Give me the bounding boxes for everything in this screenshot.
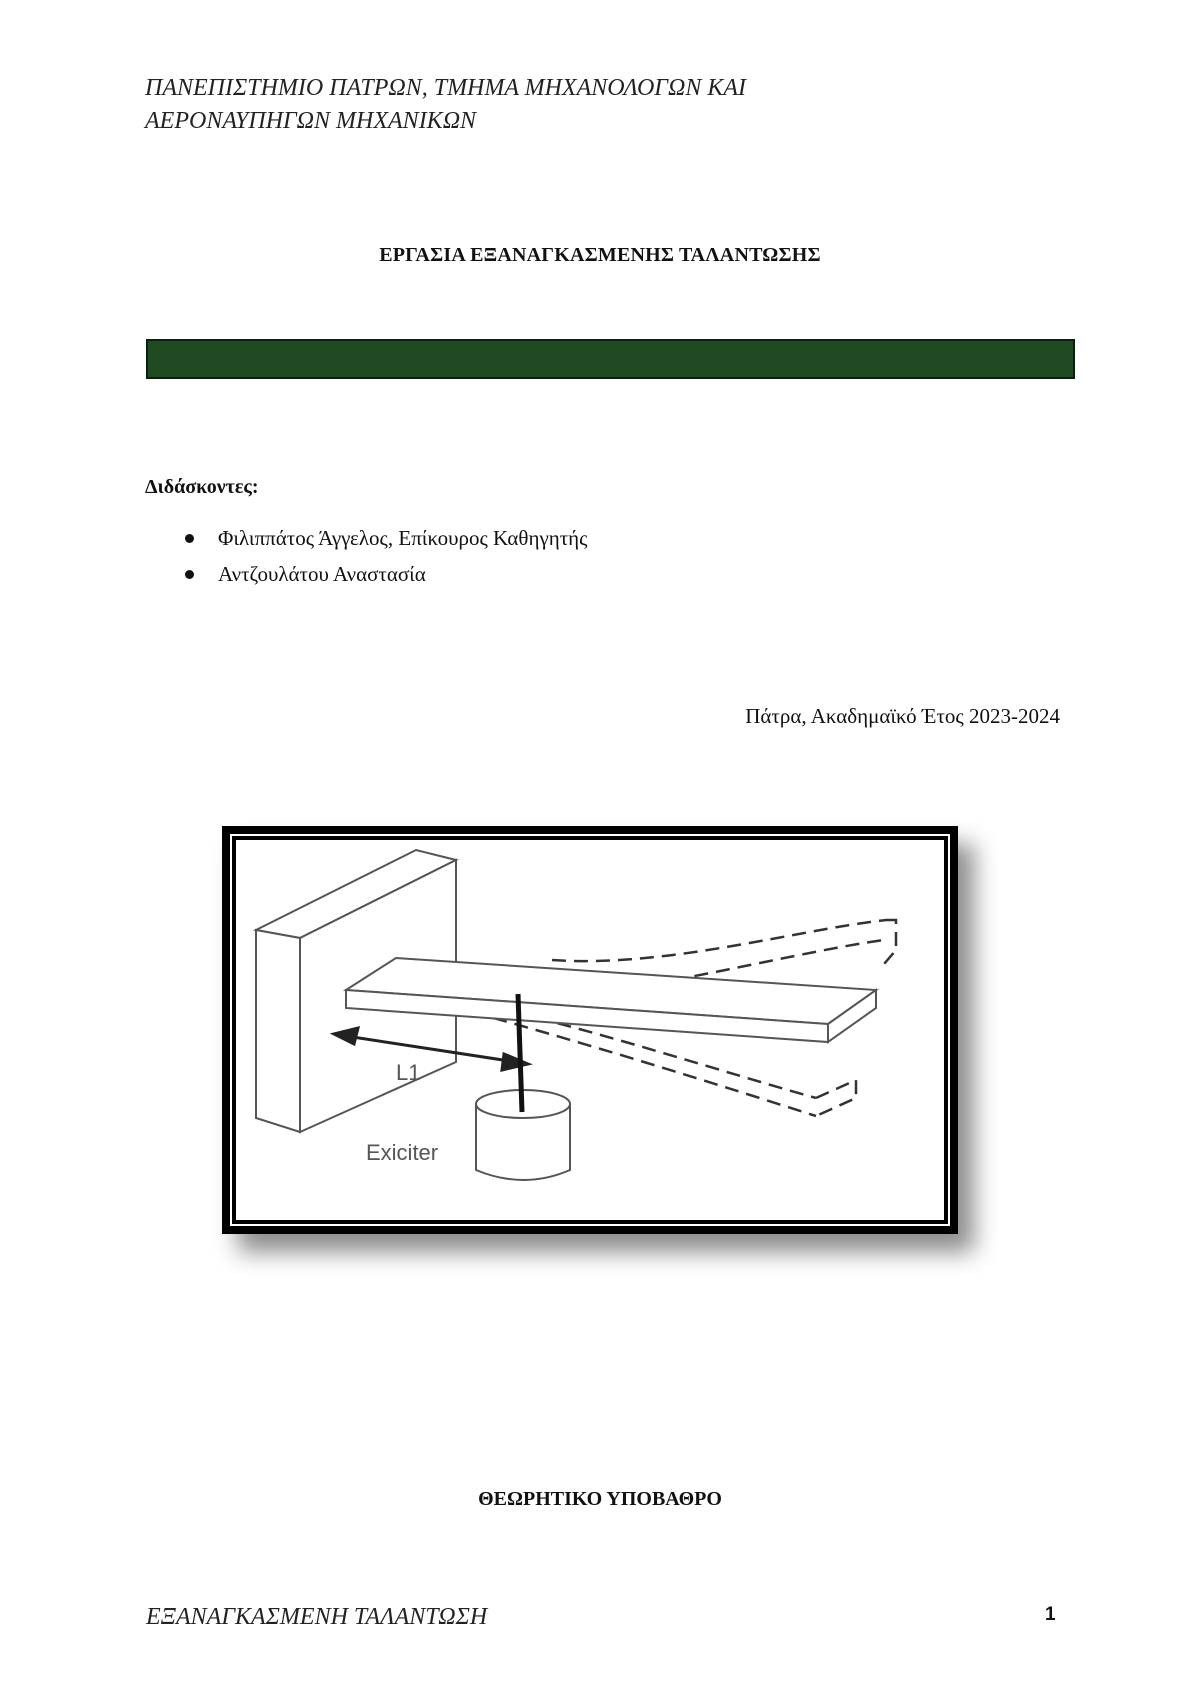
header-line-1: ΠΑΝΕΠΙΣΤΗΜΙΟ ΠΑΤΡΩΝ, ΤΜΗΜΑ ΜΗΧΑΝΟΛΟΓΩΝ ΚΑΙ xyxy=(145,75,746,101)
bullet-icon xyxy=(185,534,194,543)
figure-frame xyxy=(222,826,958,1234)
instructor-name: Φιλιππάτος Άγγελος, Επίκουρος Καθηγητής xyxy=(218,526,588,550)
page-number: 1 xyxy=(1045,1604,1056,1625)
instructors-label: Διδάσκοντες: xyxy=(145,476,259,498)
section-title: ΘΕΩΡΗΤΙΚΟ ΥΠΟΒΑΘΡΟ xyxy=(478,1488,722,1510)
length-label: L1 xyxy=(396,1060,421,1085)
instructors-list xyxy=(145,524,587,596)
header-line-2: ΑΕΡΟΝΑΥΠΗΓΩΝ ΜΗΧΑΝΙΚΩΝ xyxy=(145,108,477,134)
exciter-label: Exiciter xyxy=(366,1140,439,1165)
instructor-name: Αντζουλάτου Αναστασία xyxy=(218,562,426,586)
document-title: ΕΡΓΑΣΙΑ ΕΞΑΝΑΓΚΑΣΜΕΝΗΣ ΤΑΛΑΝΤΩΣΗΣ xyxy=(379,244,821,266)
list-item xyxy=(145,524,587,560)
beam-diagram xyxy=(236,840,936,1212)
footer-title: ΕΞΑΝΑΓΚΑΣΜΕΝΗ ΤΑΛΑΝΤΩΣΗ xyxy=(146,1604,488,1630)
green-divider-bar xyxy=(146,339,1075,379)
cantilever-beam-figure xyxy=(236,840,944,1220)
list-item xyxy=(145,560,587,596)
place-date: Πάτρα, Ακαδημαϊκό Έτος 2023-2024 xyxy=(745,704,1060,728)
bullet-icon xyxy=(185,570,194,579)
document-header xyxy=(145,72,905,138)
